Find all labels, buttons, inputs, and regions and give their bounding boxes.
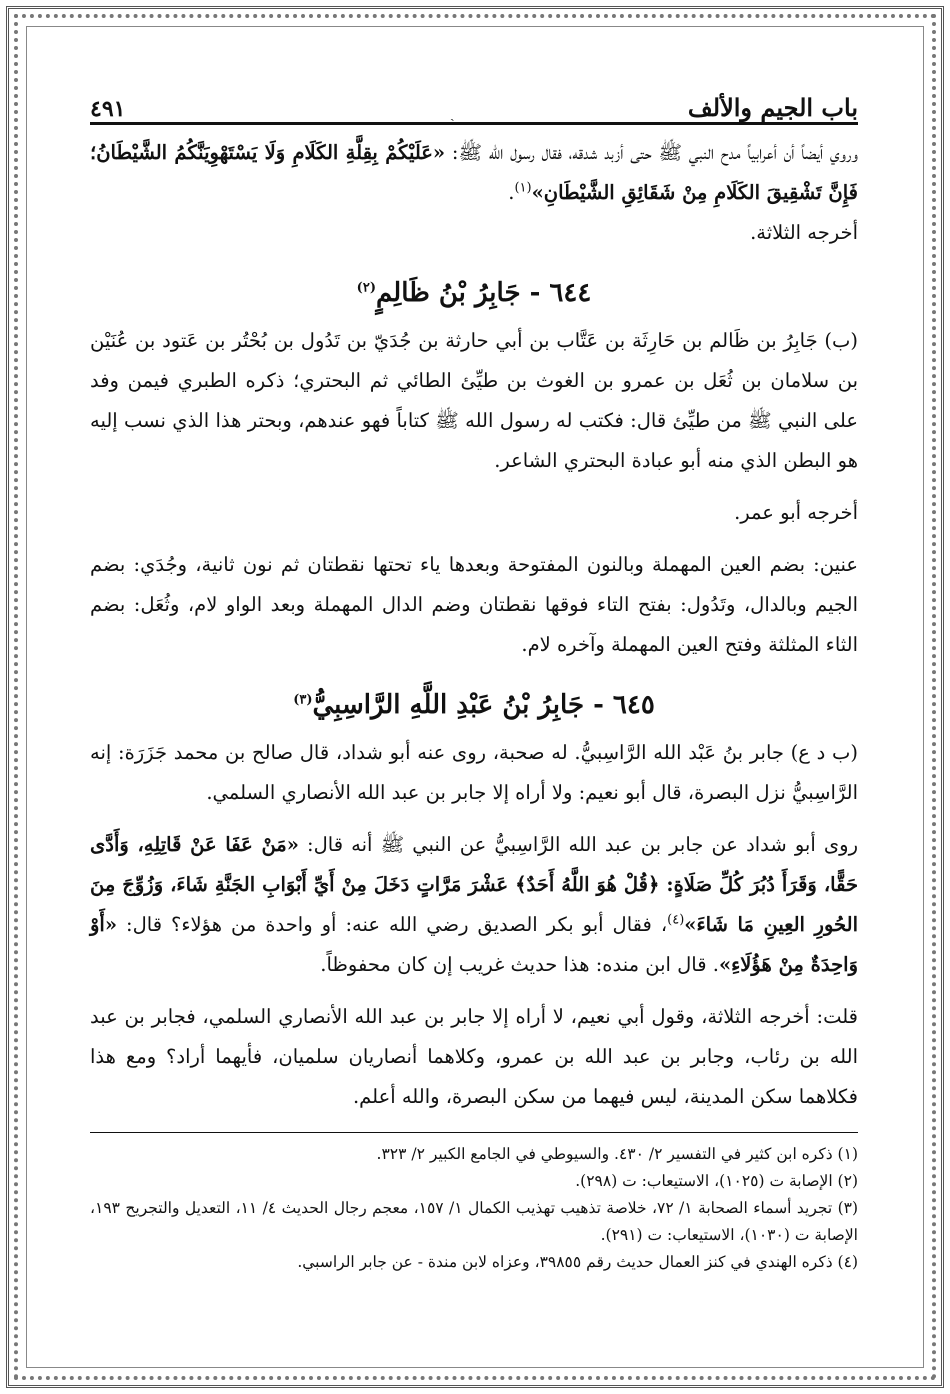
chapter-title: باب الجيم والألف — [687, 93, 858, 122]
entry-644-heading — [90, 271, 858, 315]
narration-intro: روى أبو شداد عن جابر بن عبد الله الرَّاسِبيُّ عن النبي ﷺ أنه قال: — [298, 833, 858, 856]
entry-644-title: ٦٤٤ - جَابِرُ بْنُ ظَالِمٍ — [375, 278, 592, 308]
intro-paragraph: وروي أيضاً أن أعرابياً مدح النبي ﷺ حتى أزبد شدقه، فقال رسول الله ﷺ: «عَلَيْكُمْ بِقِلَّةِ الكَلَامِ وَلَا يَسْتَهْوِيَنَّكُمُ الشَّيْطَانُ؛ فَإِنَّ تَشْقِيقَ الكَلَامِ مِنْ شَقَائِقِ الشَّيْطَانِ»$^{(١)}$. — [90, 141, 859, 204]
narration-grading: . قال ابن منده: هذا حديث غريب إن كان محفوظاً. — [320, 953, 719, 976]
entry-645-body: (ب د ع) جابر بنُ عَبْد الله الرَّاسِبيُّ. له صحبة، روى عنه أبو شداد، قال صالح بن محمد جَزَرَة: إنه الرَّاسِبيُّ نزل البصرة، قال أبو نعيم: ولا أراه إلا جابر بن عبد الله الأنصاري السلمي. — [90, 741, 858, 804]
intro-text: وروي أيضاً أن أعرابياً مدح النبي ﷺ حتى أزبد شدقه، فقال رسول الله ﷺ: — [445, 141, 859, 164]
footnotes-section — [90, 1132, 858, 1276]
entry-645-heading — [90, 683, 858, 727]
narration-answer: «أَوْ وَاحِدَةٌ مِنْ هَؤُلَاءِ» — [90, 913, 858, 976]
footnote-ref-2: (٢) — [356, 280, 376, 296]
intro-hadith: «عَلَيْكُمْ بِقِلَّةِ الكَلَامِ وَلَا يَسْتَهْوِيَنَّكُمُ الشَّيْطَانُ؛ فَإِنَّ تَشْقِيقَ الكَلَامِ مِنْ شَقَائِقِ الشَّيْطَانِ» — [90, 141, 858, 204]
footnote-3: (٣) تجريد أسماء الصحابة ١/ ٧٢، خلاصة تذهيب تهذيب الكمال ١/ ١٥٧، معجم رجال الحديث ٤/ ١١، التعديل والتجريح ١٩٣، الإصابة ت (١٠٣٠)، الاستيعاب: ت (٢٩١). — [90, 1199, 859, 1244]
running-header — [90, 86, 858, 125]
page-number: ٤٩١ — [90, 96, 126, 122]
entry-645-closing: قلت: أخرجه الثلاثة، وقول أبي نعيم، لا أراه إلا جابر بن عبد الله الأنصاري السلمي، فجابر بن عبد الله بن رئاب، وجابر بن عبد الله بن عمرو، وكلاهما أنصاريان سلميان، فأيهما أراد؟ ومع هذا فكلاهما سكن المدينة، ليس فيهما من سكن البصرة، والله أعلم. — [90, 1005, 858, 1108]
entry-645-narration — [90, 825, 858, 985]
narration-question: ، فقال أبو بكر الصديق رضي الله عنه: أو واحدة من هؤلاء؟ قال: — [117, 913, 668, 936]
page-mark: ˎ — [450, 106, 455, 122]
intro-takhrij: أخرجه الثلاثة. — [750, 221, 858, 244]
entry-645-title: ٦٤٥ - جَابِرُ بْنُ عَبْدِ اللَّهِ الرَّاسِبِيُّ — [312, 690, 655, 720]
narration-hadith: «مَنْ عَفَا عَنْ قَاتِلِهِ، وَأَدَّى حَقًّا، وَقَرَأَ دُبُرَ كُلِّ صَلَاةٍ: ﴿قُلْ هُوَ اللَّهُ أَحَدٌ﴾ عَشْرَ مَرَّاتٍ دَخَلَ مِنْ أَيِّ أَبْوَابِ الجَنَّةِ شَاءَ، وَزُوِّجَ مِنَ الحُورِ العِينِ مَا شَاءَ» — [90, 833, 858, 936]
footnote-4: (٤) ذكره الهندي في كنز العمال حديث رقم ٣٩٨٥٥، وعزاه لابن مندة - عن جابر الراسبي. — [297, 1253, 858, 1271]
footnote-ref-4: (٤) — [667, 912, 685, 928]
footnote-ref-3: (٣) — [293, 692, 313, 708]
footnote-ref-1: (١) — [514, 180, 532, 196]
page-body — [90, 86, 858, 1334]
entry-644-body: (ب) جَابِرُ بن ظَالم بن حَارِثَة بن عَتَّاب بن أبي حارثة بن جُدَيّ بن تَدُول بن بُحْتُر بن عَتود بن عُنَيْن بن سلامان بن ثُعَل بن عمرو بن الغوث بن طيِّئ الطائي ثم البحتري؛ ذكره الطبري فيمن وفد على النبي ﷺ من طيِّئ قال: فكتب له رسول الله ﷺ كتاباً فهو عندهم، وبحتر هذا الذي نسب إليه هو البطن الذي منه أبو عبادة البحتري الشاعر. — [90, 329, 858, 472]
footnote-2: (٢) الإصابة ت (١٠٢٥)، الاستيعاب: ت (٢٩٨). — [575, 1172, 858, 1190]
entry-644-takhrij: أخرجه أبو عمر. — [734, 501, 858, 524]
footnote-1: (١) ذكره ابن كثير في التفسير ٢/ ٤٣٠. والسيوطي في الجامع الكبير ٢/ ٣٢٣. — [376, 1145, 858, 1163]
entry-644-notes: عنين: بضم العين المهملة وبالنون المفتوحة وبعدها ياء تحتها نقطتان ثم نون ثانية، وجُدَي: بضم الجيم وبالدال، وتَدُول: بفتح التاء فوقها نقطتان وضم الدال المهملة وبعد الواو لام، وثُعَل: بضم الثاء المثلثة وفتح العين المهملة وآخره لام. — [90, 553, 858, 656]
